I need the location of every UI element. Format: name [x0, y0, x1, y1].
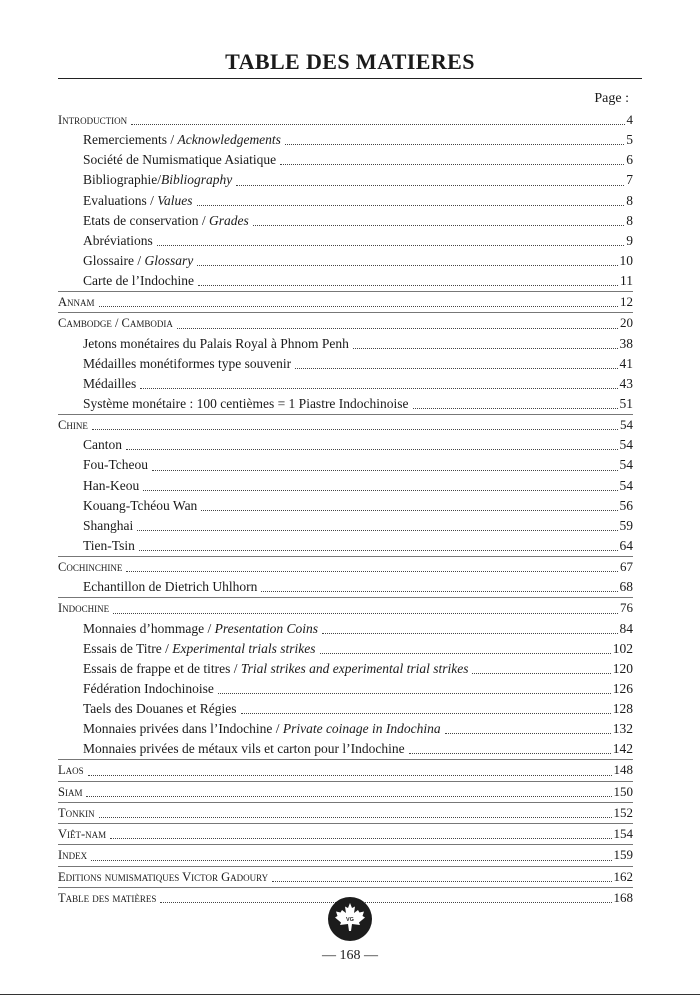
toc-entry-label — [58, 760, 84, 780]
toc-entry-text: Essais de frappe et de titres / — [83, 660, 241, 676]
toc-entry-page: 148 — [613, 762, 633, 778]
toc-entry-page: 120 — [612, 660, 633, 676]
toc-entry-label — [58, 888, 156, 908]
toc-section — [58, 110, 633, 130]
dot-leader — [295, 367, 617, 369]
toc-subsection — [58, 476, 633, 496]
dot-leader — [140, 387, 617, 389]
toc-subsection — [58, 231, 633, 251]
toc-entry-text: Monnaies privées de métaux vils et carton pour l’Indochine — [83, 741, 405, 757]
toc-entry-label — [83, 577, 257, 597]
toc-entry-text: Evaluations / — [83, 192, 158, 208]
dot-leader — [236, 184, 624, 186]
dot-leader — [445, 732, 611, 734]
toc-subsection — [58, 719, 633, 739]
toc-entry-text: Glossaire / — [83, 252, 145, 268]
toc-entry-text: Cochinchine — [58, 559, 123, 574]
toc-entry-label — [83, 679, 214, 699]
page-column-header: Page : — [594, 91, 629, 106]
toc-entry-label — [83, 354, 291, 374]
dot-leader — [280, 163, 624, 165]
toc-entry-text: Fédération Indochinoise — [83, 680, 214, 696]
toc-entry-page: 132 — [612, 721, 633, 737]
dot-leader — [201, 509, 617, 511]
toc-entry-label — [58, 110, 127, 130]
toc-entry-page: 54 — [619, 477, 633, 493]
toc-entry-page: 8 — [626, 212, 633, 228]
toc-entry-label — [83, 496, 197, 516]
toc-entry-text: Index — [58, 848, 88, 863]
toc-entry-label — [58, 867, 268, 887]
toc-entry-label — [83, 374, 136, 394]
toc-entry-page: 43 — [619, 375, 633, 391]
toc-entry-page: 5 — [626, 132, 633, 148]
toc-subsection — [58, 699, 633, 719]
dot-leader — [197, 264, 617, 266]
toc-subsection — [58, 130, 633, 150]
publisher-emblem — [327, 896, 373, 942]
dot-leader — [131, 123, 624, 125]
dot-leader — [261, 590, 617, 592]
toc-entry-text: Chine — [58, 418, 88, 433]
toc-entry-text: Han-Keou — [83, 477, 140, 493]
toc-entry-page: 6 — [626, 152, 633, 168]
toc-entry-label — [83, 130, 281, 150]
toc-entry-text: Taels des Douanes et Régies — [83, 700, 237, 716]
toc-subsection — [58, 536, 633, 556]
toc-entry-label — [58, 782, 82, 802]
toc-entry-label — [58, 803, 95, 823]
toc-entry-text: Société de Numismatique Asiatique — [83, 152, 277, 168]
table-of-contents — [58, 110, 633, 908]
dot-leader — [160, 901, 611, 903]
toc-entry-page: 168 — [613, 890, 633, 905]
dot-leader — [218, 692, 611, 694]
dot-leader — [152, 469, 617, 471]
toc-entry-page: 59 — [619, 517, 633, 533]
dot-leader — [198, 284, 618, 286]
toc-subsection — [58, 170, 633, 190]
toc-entry-label — [83, 334, 349, 354]
toc-entry-page: 84 — [619, 620, 633, 636]
toc-entry-translation: Experimental trials strikes — [172, 640, 316, 656]
toc-entry-text: Monnaies privées dans l’Indochine / — [83, 721, 283, 737]
dot-leader — [99, 816, 612, 818]
toc-entry-label — [83, 170, 232, 190]
toc-entry-label — [83, 455, 148, 475]
toc-subsection — [58, 354, 633, 374]
toc-entry-page: 9 — [626, 232, 633, 248]
toc-entry-label — [58, 824, 106, 844]
toc-entry-page: 8 — [626, 192, 633, 208]
toc-section — [58, 782, 633, 802]
toc-entry-page: 142 — [612, 741, 633, 757]
toc-entry-text: Remerciements / — [83, 132, 178, 148]
dot-leader — [110, 837, 611, 839]
toc-entry-label — [83, 435, 122, 455]
toc-entry-page: 68 — [619, 579, 633, 595]
toc-subsection — [58, 374, 633, 394]
toc-entry-label — [83, 251, 193, 271]
dot-leader — [177, 327, 618, 329]
toc-entry-page: 38 — [619, 335, 633, 351]
toc-entry-page: 162 — [613, 868, 633, 884]
toc-entry-label — [83, 231, 153, 251]
toc-entry-page: 54 — [619, 457, 633, 473]
dot-leader — [86, 795, 611, 797]
toc-entry-text: Introduction — [58, 113, 128, 127]
toc-section — [58, 557, 633, 577]
dot-leader — [99, 305, 618, 307]
toc-subsection — [58, 334, 633, 354]
toc-subsection — [58, 639, 633, 659]
toc-subsection — [58, 577, 633, 597]
toc-entry-label — [83, 394, 409, 414]
toc-entry-text: Editions numismatiques Victor Gadoury — [58, 869, 269, 884]
toc-entry-text: Cambodge / Cambodia — [58, 316, 173, 331]
toc-entry-page: 159 — [613, 847, 633, 863]
toc-entry-page: 41 — [619, 355, 633, 371]
dot-leader — [472, 672, 610, 674]
toc-subsection — [58, 619, 633, 639]
dot-leader — [88, 774, 612, 776]
toc-entry-translation: Trial strikes and experimental trial strikes — [240, 660, 469, 676]
page-title: TABLE DES MATIERES — [225, 49, 475, 74]
toc-entry-page: 10 — [619, 252, 633, 268]
toc-entry-label — [58, 598, 109, 618]
toc-entry-label — [83, 719, 441, 739]
toc-entry-text: Shanghai — [83, 517, 134, 533]
toc-subsection — [58, 435, 633, 455]
dot-leader — [139, 549, 618, 551]
toc-entry-translation: Acknowledgements — [177, 132, 281, 148]
toc-entry-page: 54 — [620, 417, 633, 433]
toc-entry-page: 76 — [620, 600, 633, 616]
dot-leader — [157, 244, 625, 246]
toc-entry-text: Tonkin — [58, 805, 95, 820]
toc-entry-text: Médailles — [83, 375, 137, 391]
emblem-text: VG — [346, 917, 354, 923]
dot-leader — [113, 612, 618, 614]
dot-leader — [409, 752, 611, 754]
toc-entry-page: 102 — [612, 640, 633, 656]
toc-entry-text: Monnaies d’hommage / — [83, 620, 215, 636]
toc-entry-label — [83, 639, 316, 659]
toc-section — [58, 598, 633, 618]
toc-entry-label — [83, 191, 193, 211]
toc-entry-translation: Values — [157, 192, 193, 208]
toc-entry-text: Carte de l’Indochine — [83, 272, 194, 288]
toc-entry-page: 152 — [613, 804, 633, 820]
toc-entry-text: Viêt-nam — [58, 827, 107, 842]
dot-leader — [241, 712, 611, 714]
dot-leader — [322, 632, 618, 634]
toc-subsection — [58, 739, 633, 759]
toc-entry-text: Tien-Tsin — [83, 537, 135, 553]
toc-entry-page: 7 — [626, 172, 633, 188]
dot-leader — [143, 489, 617, 491]
toc-entry-label — [83, 699, 237, 719]
toc-entry-page: 150 — [613, 783, 633, 799]
toc-subsection — [58, 211, 633, 231]
toc-entry-text: Laos — [58, 763, 84, 778]
title-rule — [58, 78, 642, 79]
toc-entry-translation: Presentation Coins — [214, 620, 318, 636]
toc-entry-page: 20 — [620, 315, 633, 331]
dot-leader — [91, 859, 611, 861]
toc-section — [58, 292, 633, 312]
toc-entry-page: 126 — [612, 680, 633, 696]
toc-entry-page: 11 — [620, 272, 633, 288]
dot-leader — [92, 428, 618, 430]
toc-entry-text: Canton — [83, 437, 122, 453]
toc-entry-text: Essais de Titre / — [83, 640, 173, 656]
toc-entry-label — [58, 557, 122, 577]
toc-entry-page: 64 — [619, 537, 633, 553]
toc-section — [58, 867, 633, 887]
toc-subsection — [58, 496, 633, 516]
toc-entry-text: Jetons monétaires du Palais Royal à Phnom Penh — [83, 335, 349, 351]
toc-entry-text: Table des matières — [58, 891, 157, 905]
toc-section — [58, 760, 633, 780]
dot-leader — [137, 529, 617, 531]
toc-entry-label — [83, 739, 405, 759]
toc-entry-label — [83, 619, 318, 639]
toc-entry-label — [83, 536, 135, 556]
toc-subsection — [58, 516, 633, 536]
toc-entry-text: Echantillon de Dietrich Uhlhorn — [83, 579, 258, 595]
toc-entry-translation: Private coinage in Indochina — [282, 721, 441, 737]
toc-subsection — [58, 659, 633, 679]
toc-entry-text: Fou-Tcheou — [83, 457, 149, 473]
toc-subsection — [58, 455, 633, 475]
toc-entry-page: 154 — [613, 826, 633, 842]
toc-entry-label — [83, 150, 276, 170]
dot-leader — [197, 204, 625, 206]
toc-subsection — [58, 271, 633, 291]
toc-entry-label — [83, 659, 468, 679]
toc-entry-translation: Glossary — [144, 252, 194, 268]
page-number: — 168 — — [322, 948, 378, 963]
toc-subsection — [58, 191, 633, 211]
toc-entry-text: Siam — [58, 784, 83, 799]
toc-entry-text: Indochine — [58, 601, 110, 616]
dot-leader — [353, 347, 618, 349]
toc-entry-label — [83, 211, 249, 231]
toc-entry-page: 54 — [619, 437, 633, 453]
toc-entry-page: 67 — [620, 558, 633, 574]
toc-entry-label — [83, 476, 139, 496]
toc-entry-page: 51 — [619, 395, 633, 411]
toc-entry-text: Bibliographie/ — [83, 172, 161, 188]
toc-entry-label — [83, 271, 194, 291]
toc-entry-text: Système monétaire : 100 centièmes = 1 Piastre Indochinoise — [83, 395, 409, 411]
toc-subsection — [58, 679, 633, 699]
toc-section — [58, 415, 633, 435]
toc-entry-page: 128 — [612, 700, 633, 716]
bottom-rule — [0, 994, 700, 995]
dot-leader — [413, 407, 618, 409]
toc-entry-text: Médailles monétiformes type souvenir — [83, 355, 292, 371]
toc-entry-label — [83, 516, 133, 536]
toc-entry-page: 4 — [626, 112, 633, 127]
maple-leaf-icon — [327, 896, 373, 942]
toc-section — [58, 313, 633, 333]
toc-entry-text: Annam — [58, 295, 95, 310]
toc-entry-text: Kouang-Tchéou Wan — [83, 497, 198, 513]
dot-leader — [320, 652, 611, 654]
toc-entry-translation: Bibliography — [161, 172, 233, 188]
dot-leader — [126, 448, 618, 450]
toc-entry-label — [58, 292, 95, 312]
dot-leader — [126, 570, 618, 572]
toc-subsection — [58, 150, 633, 170]
toc-subsection — [58, 394, 633, 414]
toc-section — [58, 824, 633, 844]
dot-leader — [272, 880, 611, 882]
dot-leader — [253, 224, 625, 226]
toc-entry-page: 12 — [620, 294, 633, 310]
toc-subsection — [58, 251, 633, 271]
toc-entry-page: 56 — [619, 497, 633, 513]
toc-entry-label — [58, 415, 88, 435]
toc-section — [58, 803, 633, 823]
dot-leader — [285, 143, 624, 145]
toc-entry-label — [58, 313, 173, 333]
toc-entry-text: Abréviations — [83, 232, 153, 248]
toc-entry-text: Etats de conservation / — [83, 212, 209, 228]
toc-section — [58, 845, 633, 865]
toc-entry-translation: Grades — [208, 212, 249, 228]
toc-entry-label — [58, 845, 87, 865]
